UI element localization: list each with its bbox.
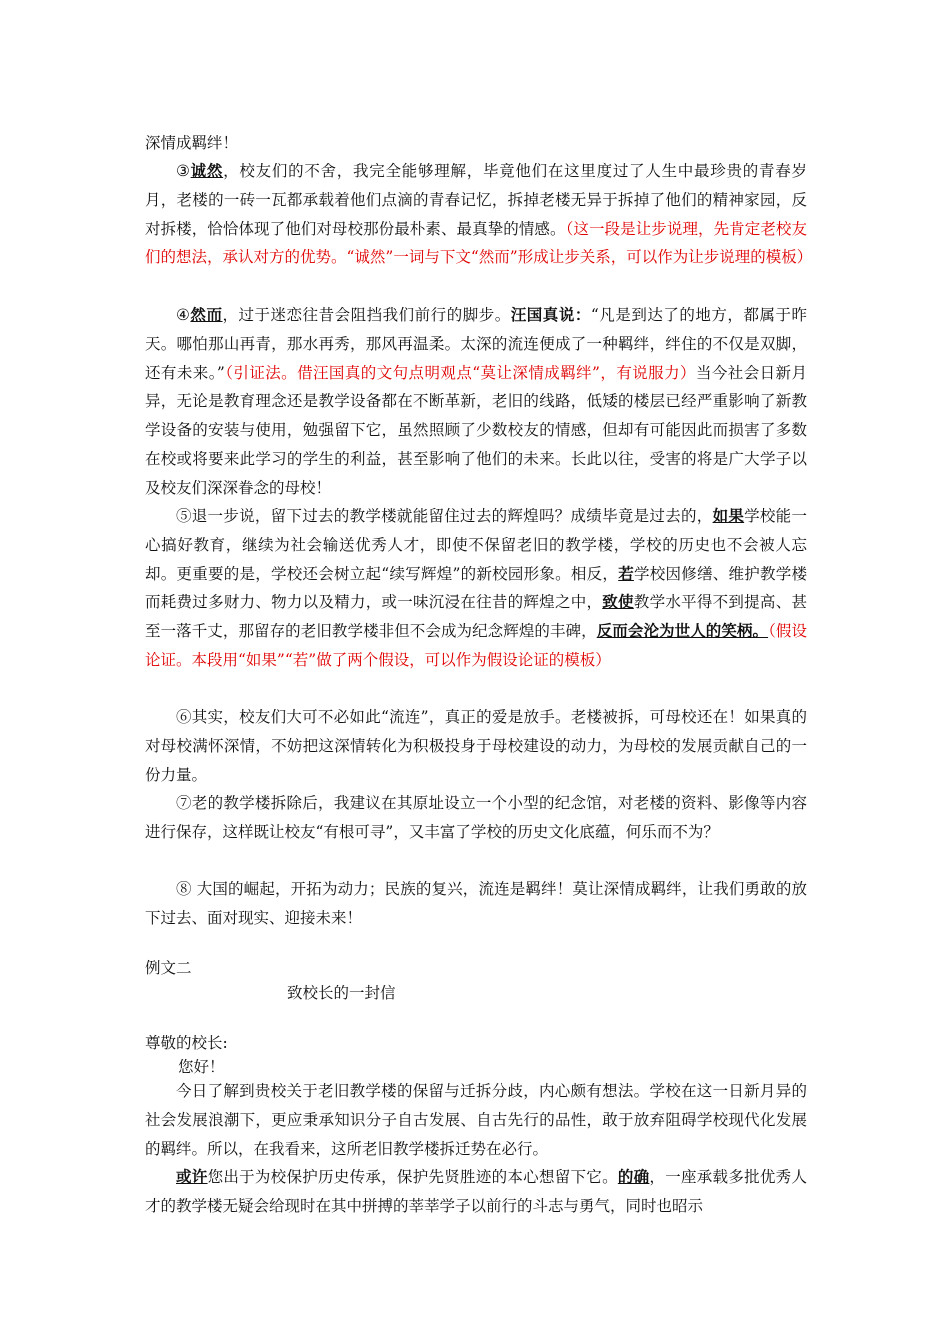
paragraph-8 (145, 875, 807, 933)
paragraph-5-text: ⑤退一步说，留下过去的教学楼就能留住过去的辉煌吗？成绩毕竟是过去的， (176, 507, 713, 525)
paragraph-6 (145, 703, 807, 789)
keyword-ruguo: 如果 (712, 506, 745, 525)
paragraph-4-text-continued: 当今社会日新月异，无论是教育理念还是教学设备都在不断革新，老旧的线路，低矮的楼层已经严重影响了新教学设备的安装与使用，勉强留下它，虽然照顾了少数校友的情感，但却有可能因此而损害了多数在校或将要来此学习的学生的利益，甚至影响了他们的未来。长此以往，受害的将是广大学子以及校友们深深眷念的母校！ (145, 363, 807, 497)
paragraph-7-text: ⑦老的教学楼拆除后，我建议在其原址设立一个小型的纪念馆，对老楼的资料、影像等内容进行保存，这样既让校友“有根可寻”，又丰富了学校的历史文化底蕴，何乐而不为？ (145, 794, 807, 841)
paragraph-3-text: ，校友们的不舍，我完全能够理解，毕竟他们在这里度过了人生中最珍贵的青春岁月，老楼的一砖一瓦都承载着他们点滴的青春记忆，拆掉老楼无异于拆掉了他们的精神家园，反对拆楼，恰恰体现了他们对母校那份最朴素、最真挚的情感。 (145, 162, 807, 238)
letter-paragraph-2 (145, 1163, 807, 1221)
paragraph-number: ③ (176, 162, 191, 180)
paragraph-7 (145, 789, 807, 847)
paragraph-8-text: ⑧ 大国的崛起，开拓为动力；民族的复兴，流连是羁绊！莫让深情成羁绊，让我们勇敢的放下过去、面对现实、迎接未来！ (145, 880, 807, 927)
paragraph-4-text: ，过于迷恋往昔会阻挡我们前行的脚步。 (222, 306, 511, 324)
keyword-zhishi: 致使 (602, 592, 634, 612)
keyword-faner: 反而会沦为世人的笑柄。 (596, 621, 769, 641)
paragraph-5-text: 学校因修缮、维护教学楼而耗费过多财力、物力以及精力，或一味沉浸在往昔的辉煌之中， (145, 564, 807, 612)
paragraph-3 (145, 157, 813, 272)
letter-paragraph-2-text: 您出于为校保护历史传承，保护先贤胜迹的本心想留下它。 (207, 1168, 618, 1186)
letter-greeting: 您好！ (178, 1058, 225, 1076)
paragraph-5-text: 教学水平得不到提高、甚至一落千丈，那留存的老旧教学楼非但不会成为纪念辉煌的丰碑， (145, 593, 807, 641)
paragraph-5-text: 学校能一心搞好教育，继续为社会输送优秀人才，即使不保留老旧的教学楼，学校的历史也不会被人忘却。更重要的是，学校还会树立起“续写辉煌”的新校园形象。相反， (145, 507, 807, 583)
keyword-chengran: 诚然 (190, 161, 224, 180)
continuation-text: 深情成羁绊！ (145, 134, 239, 152)
keyword-huoxu: 或许 (176, 1167, 208, 1186)
paragraph-number: ④ (176, 306, 191, 324)
annotation-note: （假设论证。本段用“如果”“若”做了两个假设，可以作为假设论证的模板） (145, 622, 807, 669)
letter-title: 致校长的一封信 (287, 984, 396, 1002)
paragraph-4 (145, 301, 807, 503)
paragraph-continuation (145, 129, 807, 158)
letter-paragraph-1 (145, 1077, 807, 1163)
keyword-raner: 然而 (190, 305, 223, 324)
paragraph-6-text: ⑥其实，校友们大可不必如此“流连”，真正的爱是放手。老楼被拆，可母校还在！如果真的对母校满怀深情，不妨把这深情转化为积极投身于母校建设的动力，为母校的发展贡献自己的一份力量。 (145, 708, 807, 784)
letter-paragraph-2-text: ，一座承载多批优秀人才的教学楼无疑会给现时在其中拼搏的莘莘学子以前行的斗志与勇气，同时也昭示 (145, 1168, 807, 1215)
quote-text: “凡是到达了的地方，都属于昨天。哪怕那山再青，那水再秀，那风再温柔。太深的流连便成了一种羁绊，绊住的不仅是双脚，还有未来。” (145, 306, 807, 382)
quote-author: 汪国真说： (510, 305, 591, 324)
example-label: 例文二 (145, 959, 192, 977)
keyword-ruo: 若 (618, 563, 634, 583)
letter-salutation: 尊敬的校长: (145, 1034, 228, 1052)
paragraph-5 (145, 502, 807, 675)
letter-paragraph-1-text: 今日了解到贵校关于老旧教学楼的保留与迁拆分歧，内心颇有想法。学校在这一日新月异的社会发展浪潮下，更应秉承知识分子自古发展、自古先行的品性，敢于放弃阻碍学校现代化发展的羁绊。所以，在我看来，这所老旧教学楼拆迁势在必行。 (145, 1082, 807, 1158)
annotation-note: （引证法。借汪国真的文句点明观点“莫让深情成羁绊”，有说服力） (224, 363, 696, 382)
annotation-note: （这一段是让步说理，先肯定老校友们的想法，承认对方的优势。“诚然”一词与下文“然而”形成让步关系，可以作为让步说理的模板） (145, 219, 813, 267)
keyword-dique: 的确 (617, 1167, 650, 1186)
